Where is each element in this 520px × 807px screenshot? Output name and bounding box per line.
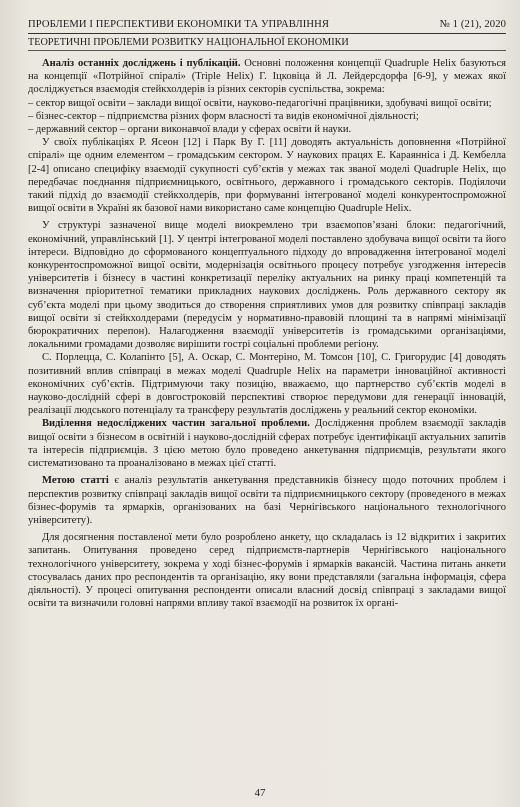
paragraph-unsolved-problems (28, 417, 506, 470)
list-item: – державний сектор – органи виконавчої влади у сферах освіти й науки. (28, 124, 352, 136)
article-body (28, 57, 506, 610)
journal-title: ПРОБЛЕМИ І ПЕРСПЕКТИВИ ЕКОНОМІКИ ТА УПРАВЛІННЯ (28, 19, 330, 30)
paragraph: Для досягнення поставленої мети було розроблено анкету, що складалась із 12 відкритих і закритих запитань. Опитування проведено серед підприємств-партнерів Чернігівського національного технологічного університету, зокрема у ході бізнес-форумів і ярмарків вакансій. Частина питань анкети стосувалась даних про респондентів та організацію, яку вони представляли (загальна інформація, сфера діяльності). У процесі опитування респонденти описали власний досвід співпраці з закладами вищої освіти та визначили головні напрями впливу такої взаємодії на розвиток їх органі- (28, 532, 506, 610)
paragraph: С. Порлецца, С. Колапінто [5], А. Оскар, С. Монтеріно, М. Томсон [10], С. Григорудис [4] доводять позитивний вплив співпраці в межах моделі Quadruple Helix на параметри інноваційної активності економічних суб’єктів. Підтримуючи таку позицію, вважаємо, що партнерство суб’єктів моделі в науково-дослідній сфері в довгостроковій перспективі створює передумови для генерації інновацій, реалізації людського потенціалу та трансферу результатів досліджень у реальний сектор економіки. (28, 352, 506, 417)
list-item: – сектор вищої освіти – заклади вищої освіти, науково-педагогічні працівники, здобувачі вищої освіти; (28, 97, 492, 109)
issue-number: № 1 (21), 2020 (439, 19, 506, 30)
paragraph: У своїх публікаціях Р. Ясеон [12] і Парк Ву Г. [11] доводять актуальність доповнення «Потрійної спіралі» ще одним елементом – громадським сектором. У наукових працях Е. Караяннiса і Д. Кембелла [2-4] описано специфіку взаємодії сукупності суб’єктів у межах так званої моделі Quadruple Helix, що передбачає поєднання підприємницького, освітнього, державного і громадського секторів. Подіялочи такий підхід до взаємодії стейкхолдерів, при формуванні інтегрованої моделі конкурентоспроможної вищої освіти в Україні як базової нами використано саме концепцію Quadruple Helix. (28, 137, 506, 215)
paragraph-text: Основні положення концепції Quadruple Helix базуються на концепції «Потрійної спіралі» (Triple Helix) Г. Іцковіца й Л. Лейдерсдорфа [6-9], у межах якої досліджується взаємодія стейкхолдерів із різних секторів суспільства, зокрема: (28, 58, 506, 96)
paragraph-article-goal (28, 474, 506, 527)
paragraph-text: Дослідження проблем взаємодії закладів вищої освіти з бізнесом в освітній і науково-дослідній сферах потребує ідентифікації актуальних запитів та інтересів підприємців. З цією метою було проведено анкетування підприємців, результати якого систематизовано та проаналізовано в межах цієї статті. (28, 418, 506, 470)
page-number: 47 (254, 787, 266, 799)
paragraph-text: є аналіз результатів анкетування представників бізнесу щодо поточних проблем і перспектив розвитку співпраці закладів вищої освіти та підприємницького сектору (проведеного в межах бізнес-форумів та ярмарків, організованих на базі Чернігівського національного технологічного університету). (28, 475, 506, 526)
paragraph-heading: Метою статті (42, 475, 109, 487)
section-title: ТЕОРЕТИЧНІ ПРОБЛЕМИ РОЗВИТКУ НАЦІОНАЛЬНОЇ ЕКОНОМІКИ (28, 34, 506, 51)
paragraph-heading: Аналіз останніх досліджень і публікацій. (42, 58, 241, 69)
list-item: – бізнес-сектор – підприємства різних форм власності та видів економічної діяльності; (28, 110, 419, 122)
paragraph-literature-review (28, 57, 506, 97)
running-header (28, 18, 506, 34)
paragraph: У структурі зазначеної вище моделі виокремлено три взаємопов’язані блоки: педагогічний, економічний, управлінський [1]. У центрі інтегрованої моделі поставлено здобувача вищої освіти та його інтереси. Відповідно до сформованого концептуального підходу до впровадження інтегрованої моделі конкурентоспроможної вищої освіти, модернізація освітнього процесу потребує узгодження інтересів університетів і бізнесу в частині конкретизації переліку актуальних на ринку праці компетенцій та визначення пріоритетної тематики прикладних наукових досліджень. Роль державного сектору як суб’єкта моделі при цьому зводиться до створення сприятливих умов для розвитку співпраці закладів вищої освіти зі стейкхолдерами (передусім у нормативно-правовій площині та в напрямі мінімізації бюрократичних перепон). Налагодження взаємодії університетів із громадськими організаціями, локальними громадами дозволяє вирішити гострі соціальні проблеми регіону. (28, 220, 506, 351)
paragraph-heading: Виділення недосліджених частин загальної проблеми. (42, 418, 310, 430)
